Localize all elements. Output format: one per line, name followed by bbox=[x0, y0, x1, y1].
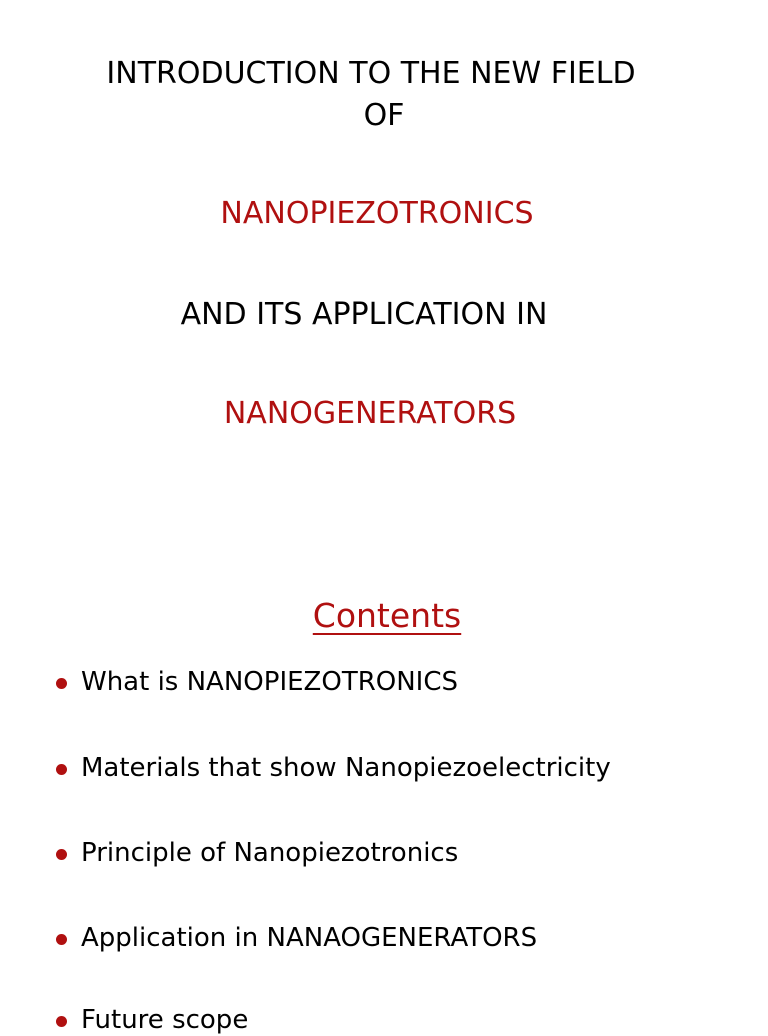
bullet-icon bbox=[56, 849, 67, 860]
contents-heading bbox=[3, 596, 768, 636]
bullet-icon bbox=[56, 764, 67, 775]
list-item-text: What is NANOPIEZOTRONICS bbox=[81, 667, 458, 697]
list-item-text: Materials that show Nanopiezoelectricity bbox=[81, 753, 611, 783]
title-line-2: OF bbox=[363, 98, 405, 133]
bullet-icon bbox=[56, 934, 67, 945]
title-line-1: INTRODUCTION TO THE NEW FIELD bbox=[106, 56, 636, 91]
list-item-text: Future scope bbox=[81, 1005, 249, 1035]
bullet-icon bbox=[56, 678, 67, 689]
subject-nanogenerators: NANOGENERATORS bbox=[223, 396, 517, 431]
list-item-text: Application in NANAOGENERATORS bbox=[81, 923, 538, 953]
bullet-icon bbox=[56, 1016, 67, 1027]
subject-nanopiezotronics: NANOPIEZOTRONICS bbox=[220, 196, 534, 231]
list-item-text: Principle of Nanopiezotronics bbox=[81, 838, 459, 868]
contents-heading-text: Contents bbox=[312, 596, 462, 635]
title-line-3: AND ITS APPLICATION IN bbox=[180, 297, 548, 332]
